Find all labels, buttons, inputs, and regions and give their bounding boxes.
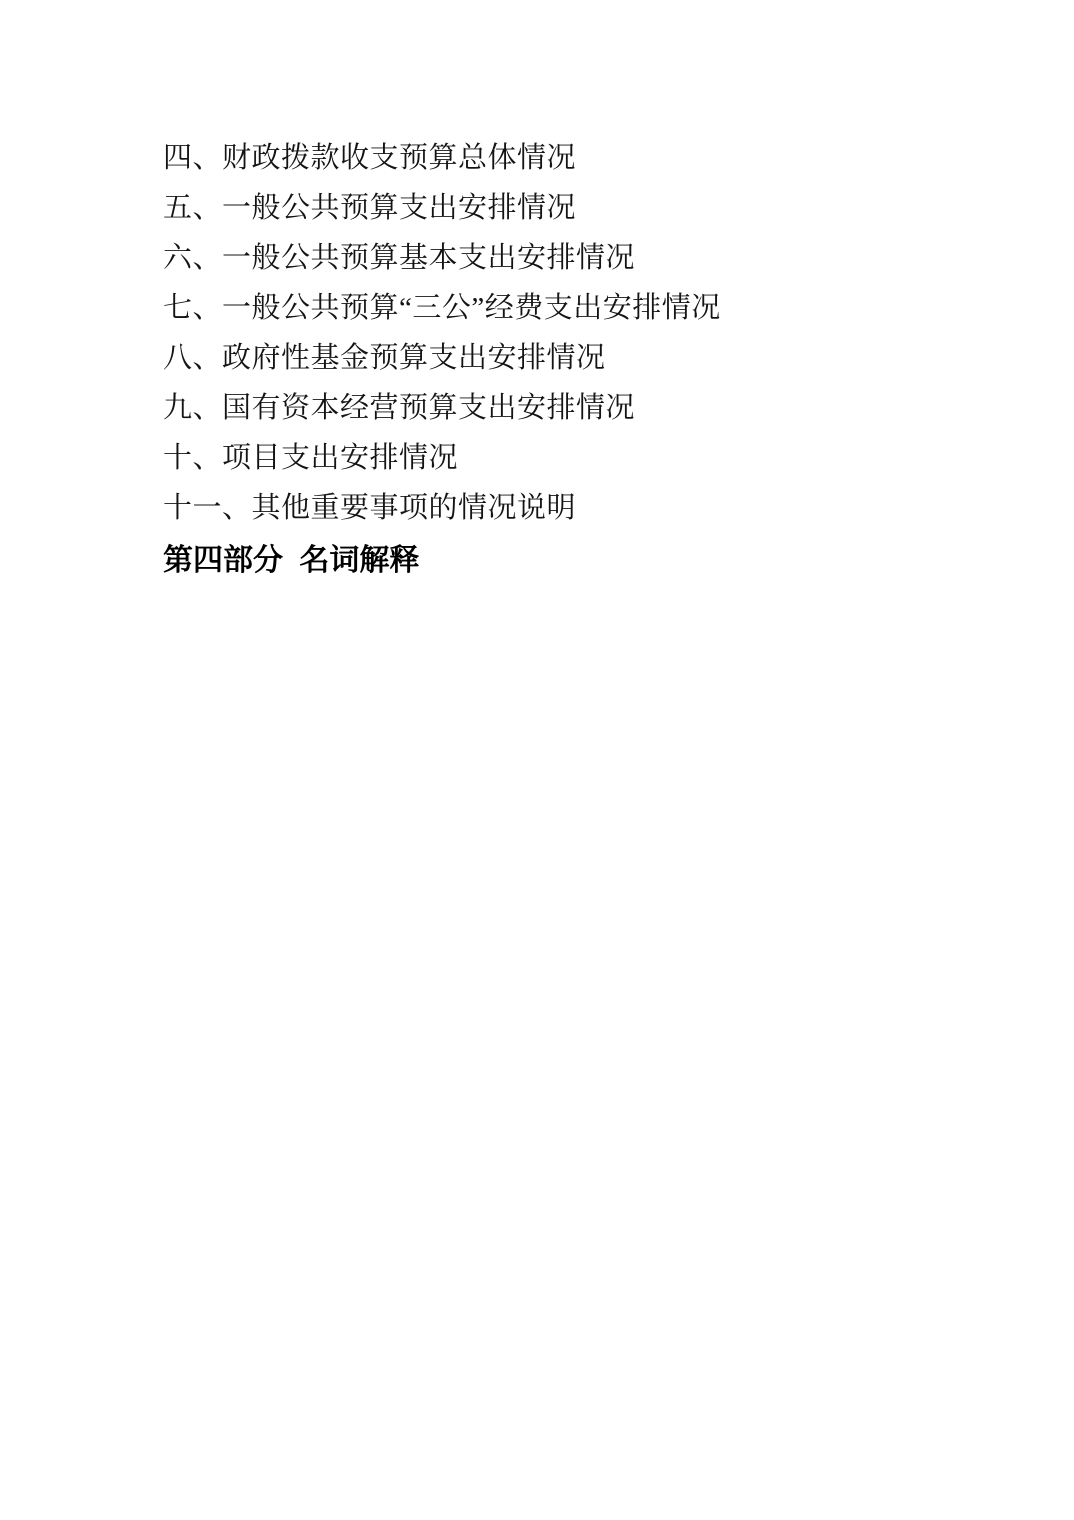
toc-item: 五、一般公共预算支出安排情况 [163,192,577,224]
toc-item: 八、政府性基金预算支出安排情况 [163,342,606,374]
table-of-contents [163,133,983,587]
toc-item: 七、一般公共预算“三公”经费支出安排情况 [163,292,721,324]
toc-item: 四、财政拨款收支预算总体情况 [163,142,577,174]
section-heading: 第四部分 名词解释 [163,544,420,577]
toc-item: 九、国有资本经营预算支出安排情况 [163,392,636,424]
toc-item: 十、项目支出安排情况 [163,442,459,474]
toc-item: 十一、其他重要事项的情况说明 [163,492,577,524]
toc-item: 六、一般公共预算基本支出安排情况 [163,242,636,274]
